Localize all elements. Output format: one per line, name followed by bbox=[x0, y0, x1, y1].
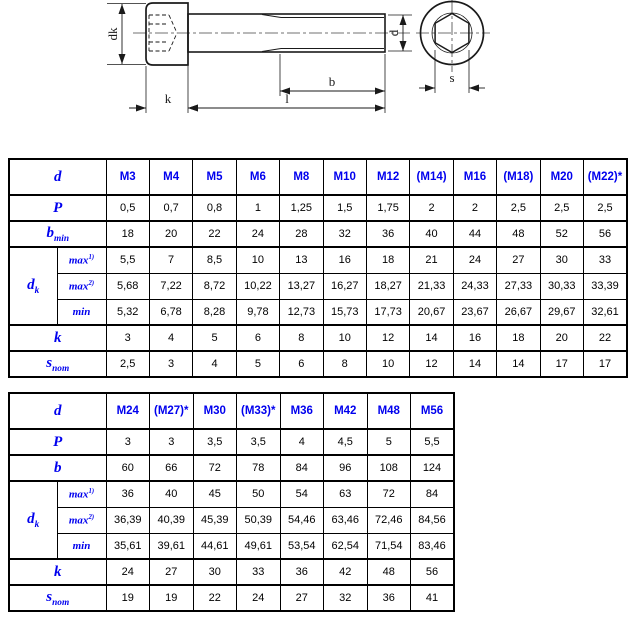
value-cell: 40 bbox=[150, 481, 194, 507]
row-label: $b_{min}$ bbox=[9, 221, 106, 247]
value-cell: 36 bbox=[280, 559, 324, 585]
value-cell: 29,67 bbox=[540, 299, 583, 325]
row-sublabel: $\max^{2)}$ bbox=[57, 507, 106, 533]
value-cell: 8,72 bbox=[193, 273, 236, 299]
value-cell: 2,5 bbox=[540, 195, 583, 221]
value-cell: 50 bbox=[237, 481, 281, 507]
value-cell: 20 bbox=[149, 221, 192, 247]
dim-label-l: l bbox=[285, 91, 289, 106]
value-cell: 6 bbox=[236, 325, 279, 351]
value-cell: 33 bbox=[583, 247, 627, 273]
value-cell: 12 bbox=[410, 351, 453, 377]
column-header: M30 bbox=[193, 393, 237, 429]
value-cell: 3 bbox=[149, 351, 192, 377]
value-cell: 0,8 bbox=[193, 195, 236, 221]
row-label-group: $d_k$ bbox=[9, 481, 57, 559]
value-cell: 7,22 bbox=[149, 273, 192, 299]
value-cell: 83,46 bbox=[411, 533, 455, 559]
value-cell: 36 bbox=[366, 221, 409, 247]
value-cell: 45,39 bbox=[193, 507, 237, 533]
value-cell: 27 bbox=[280, 585, 324, 611]
column-header: M24 bbox=[106, 393, 150, 429]
value-cell: 3,5 bbox=[237, 429, 281, 455]
row-label-d: d bbox=[9, 159, 106, 195]
value-cell: 22 bbox=[193, 221, 236, 247]
value-cell: 33 bbox=[237, 559, 281, 585]
value-cell: 6,78 bbox=[149, 299, 192, 325]
value-cell: 56 bbox=[411, 559, 455, 585]
row-label: P bbox=[9, 429, 106, 455]
value-cell: 12,73 bbox=[280, 299, 323, 325]
value-cell: 60 bbox=[106, 455, 150, 481]
column-header: M6 bbox=[236, 159, 279, 195]
value-cell: 3,5 bbox=[193, 429, 237, 455]
value-cell: 63 bbox=[324, 481, 368, 507]
value-cell: 13 bbox=[280, 247, 323, 273]
screw-technical-drawing bbox=[0, 0, 635, 132]
column-header: M20 bbox=[540, 159, 583, 195]
value-cell: 32,61 bbox=[583, 299, 627, 325]
value-cell: 36 bbox=[106, 481, 150, 507]
value-cell: 96 bbox=[324, 455, 368, 481]
value-cell: 19 bbox=[106, 585, 150, 611]
value-cell: 0,7 bbox=[149, 195, 192, 221]
value-cell: 63,46 bbox=[324, 507, 368, 533]
dim-label-d: d bbox=[386, 29, 401, 37]
value-cell: 50,39 bbox=[237, 507, 281, 533]
column-header: (M14) bbox=[410, 159, 453, 195]
value-cell: 9,78 bbox=[236, 299, 279, 325]
dim-label-s: s bbox=[449, 70, 455, 85]
value-cell: 5 bbox=[236, 351, 279, 377]
value-cell: 84,56 bbox=[411, 507, 455, 533]
value-cell: 8,5 bbox=[193, 247, 236, 273]
row-label: $s_{nom}$ bbox=[9, 351, 106, 377]
value-cell: 6 bbox=[280, 351, 323, 377]
value-cell: 10,22 bbox=[236, 273, 279, 299]
row-sublabel: $\max^{1)}$ bbox=[57, 481, 106, 507]
row-sublabel: min bbox=[57, 299, 106, 325]
value-cell: 16 bbox=[323, 247, 366, 273]
value-cell: 32 bbox=[323, 221, 366, 247]
column-header: M5 bbox=[193, 159, 236, 195]
value-cell: 124 bbox=[411, 455, 455, 481]
value-cell: 13,27 bbox=[280, 273, 323, 299]
value-cell: 45 bbox=[193, 481, 237, 507]
value-cell: 22 bbox=[193, 585, 237, 611]
row-label-d: d bbox=[9, 393, 106, 429]
value-cell: 27 bbox=[150, 559, 194, 585]
column-header: M56 bbox=[411, 393, 455, 429]
value-cell: 5,32 bbox=[106, 299, 149, 325]
value-cell: 66 bbox=[150, 455, 194, 481]
value-cell: 20 bbox=[540, 325, 583, 351]
value-cell: 5 bbox=[367, 429, 411, 455]
value-cell: 56 bbox=[583, 221, 627, 247]
value-cell: 15,73 bbox=[323, 299, 366, 325]
value-cell: 1,25 bbox=[280, 195, 323, 221]
value-cell: 30 bbox=[540, 247, 583, 273]
value-cell: 0,5 bbox=[106, 195, 149, 221]
value-cell: 35,61 bbox=[106, 533, 150, 559]
value-cell: 5,5 bbox=[411, 429, 455, 455]
value-cell: 41 bbox=[411, 585, 455, 611]
value-cell: 48 bbox=[367, 559, 411, 585]
value-cell: 14 bbox=[497, 351, 540, 377]
column-header: M48 bbox=[367, 393, 411, 429]
value-cell: 30 bbox=[193, 559, 237, 585]
value-cell: 7 bbox=[149, 247, 192, 273]
value-cell: 40 bbox=[410, 221, 453, 247]
screw-side-view bbox=[146, 3, 385, 65]
value-cell: 72 bbox=[367, 481, 411, 507]
dim-label-dk: dk bbox=[105, 27, 120, 41]
value-cell: 10 bbox=[323, 325, 366, 351]
value-cell: 12 bbox=[366, 325, 409, 351]
value-cell: 48 bbox=[497, 221, 540, 247]
value-cell: 24,33 bbox=[453, 273, 496, 299]
value-cell: 84 bbox=[280, 455, 324, 481]
value-cell: 1 bbox=[236, 195, 279, 221]
value-cell: 53,54 bbox=[280, 533, 324, 559]
row-label: k bbox=[9, 325, 106, 351]
value-cell: 40,39 bbox=[150, 507, 194, 533]
value-cell: 2 bbox=[410, 195, 453, 221]
value-cell: 39,61 bbox=[150, 533, 194, 559]
value-cell: 27,33 bbox=[497, 273, 540, 299]
row-label: $s_{nom}$ bbox=[9, 585, 106, 611]
dim-label-b: b bbox=[328, 74, 336, 89]
value-cell: 3 bbox=[106, 325, 149, 351]
value-cell: 30,33 bbox=[540, 273, 583, 299]
value-cell: 72 bbox=[193, 455, 237, 481]
row-label-group: $d_k$ bbox=[9, 247, 57, 325]
value-cell: 8,28 bbox=[193, 299, 236, 325]
value-cell: 2,5 bbox=[583, 195, 627, 221]
value-cell: 28 bbox=[280, 221, 323, 247]
value-cell: 24 bbox=[237, 585, 281, 611]
column-header: (M27)* bbox=[150, 393, 194, 429]
table-m24-m56 bbox=[8, 392, 455, 612]
value-cell: 2,5 bbox=[497, 195, 540, 221]
column-header: M10 bbox=[323, 159, 366, 195]
column-header: M4 bbox=[149, 159, 192, 195]
value-cell: 18,27 bbox=[366, 273, 409, 299]
value-cell: 4 bbox=[280, 429, 324, 455]
column-header: (M33)* bbox=[237, 393, 281, 429]
value-cell: 44,61 bbox=[193, 533, 237, 559]
value-cell: 33,39 bbox=[583, 273, 627, 299]
value-cell: 16 bbox=[453, 325, 496, 351]
value-cell: 54,46 bbox=[280, 507, 324, 533]
value-cell: 21,33 bbox=[410, 273, 453, 299]
value-cell: 20,67 bbox=[410, 299, 453, 325]
row-label: P bbox=[9, 195, 106, 221]
value-cell: 10 bbox=[366, 351, 409, 377]
value-cell: 22 bbox=[583, 325, 627, 351]
column-header: (M22)* bbox=[583, 159, 627, 195]
value-cell: 3 bbox=[106, 429, 150, 455]
value-cell: 3 bbox=[150, 429, 194, 455]
value-cell: 24 bbox=[236, 221, 279, 247]
value-cell: 19 bbox=[150, 585, 194, 611]
value-cell: 84 bbox=[411, 481, 455, 507]
value-cell: 4,5 bbox=[324, 429, 368, 455]
value-cell: 8 bbox=[280, 325, 323, 351]
value-cell: 5 bbox=[193, 325, 236, 351]
column-header: M42 bbox=[324, 393, 368, 429]
value-cell: 62,54 bbox=[324, 533, 368, 559]
value-cell: 78 bbox=[237, 455, 281, 481]
value-cell: 4 bbox=[193, 351, 236, 377]
row-label: b bbox=[9, 455, 106, 481]
value-cell: 44 bbox=[453, 221, 496, 247]
value-cell: 27 bbox=[497, 247, 540, 273]
value-cell: 32 bbox=[324, 585, 368, 611]
value-cell: 1,5 bbox=[323, 195, 366, 221]
value-cell: 2 bbox=[453, 195, 496, 221]
dim-label-k: k bbox=[164, 91, 172, 106]
value-cell: 17 bbox=[540, 351, 583, 377]
row-sublabel: $\max^{1)}$ bbox=[57, 247, 106, 273]
value-cell: 21 bbox=[410, 247, 453, 273]
value-cell: 8 bbox=[323, 351, 366, 377]
column-header: M16 bbox=[453, 159, 496, 195]
column-header: M12 bbox=[366, 159, 409, 195]
row-sublabel: min bbox=[57, 533, 106, 559]
column-header: M3 bbox=[106, 159, 149, 195]
value-cell: 17 bbox=[583, 351, 627, 377]
value-cell: 17,73 bbox=[366, 299, 409, 325]
value-cell: 2,5 bbox=[106, 351, 149, 377]
value-cell: 54 bbox=[280, 481, 324, 507]
value-cell: 5,5 bbox=[106, 247, 149, 273]
value-cell: 26,67 bbox=[497, 299, 540, 325]
value-cell: 10 bbox=[236, 247, 279, 273]
value-cell: 71,54 bbox=[367, 533, 411, 559]
value-cell: 52 bbox=[540, 221, 583, 247]
value-cell: 23,67 bbox=[453, 299, 496, 325]
value-cell: 4 bbox=[149, 325, 192, 351]
value-cell: 1,75 bbox=[366, 195, 409, 221]
value-cell: 36,39 bbox=[106, 507, 150, 533]
value-cell: 108 bbox=[367, 455, 411, 481]
value-cell: 49,61 bbox=[237, 533, 281, 559]
value-cell: 5,68 bbox=[106, 273, 149, 299]
column-header: M8 bbox=[280, 159, 323, 195]
value-cell: 24 bbox=[106, 559, 150, 585]
value-cell: 18 bbox=[366, 247, 409, 273]
value-cell: 14 bbox=[410, 325, 453, 351]
row-label: k bbox=[9, 559, 106, 585]
value-cell: 14 bbox=[453, 351, 496, 377]
value-cell: 42 bbox=[324, 559, 368, 585]
row-sublabel: $\max^{2)}$ bbox=[57, 273, 106, 299]
value-cell: 18 bbox=[106, 221, 149, 247]
value-cell: 36 bbox=[367, 585, 411, 611]
value-cell: 18 bbox=[497, 325, 540, 351]
column-header: (M18) bbox=[497, 159, 540, 195]
value-cell: 72,46 bbox=[367, 507, 411, 533]
column-header: M36 bbox=[280, 393, 324, 429]
table-m3-m22 bbox=[8, 158, 628, 378]
value-cell: 16,27 bbox=[323, 273, 366, 299]
value-cell: 24 bbox=[453, 247, 496, 273]
